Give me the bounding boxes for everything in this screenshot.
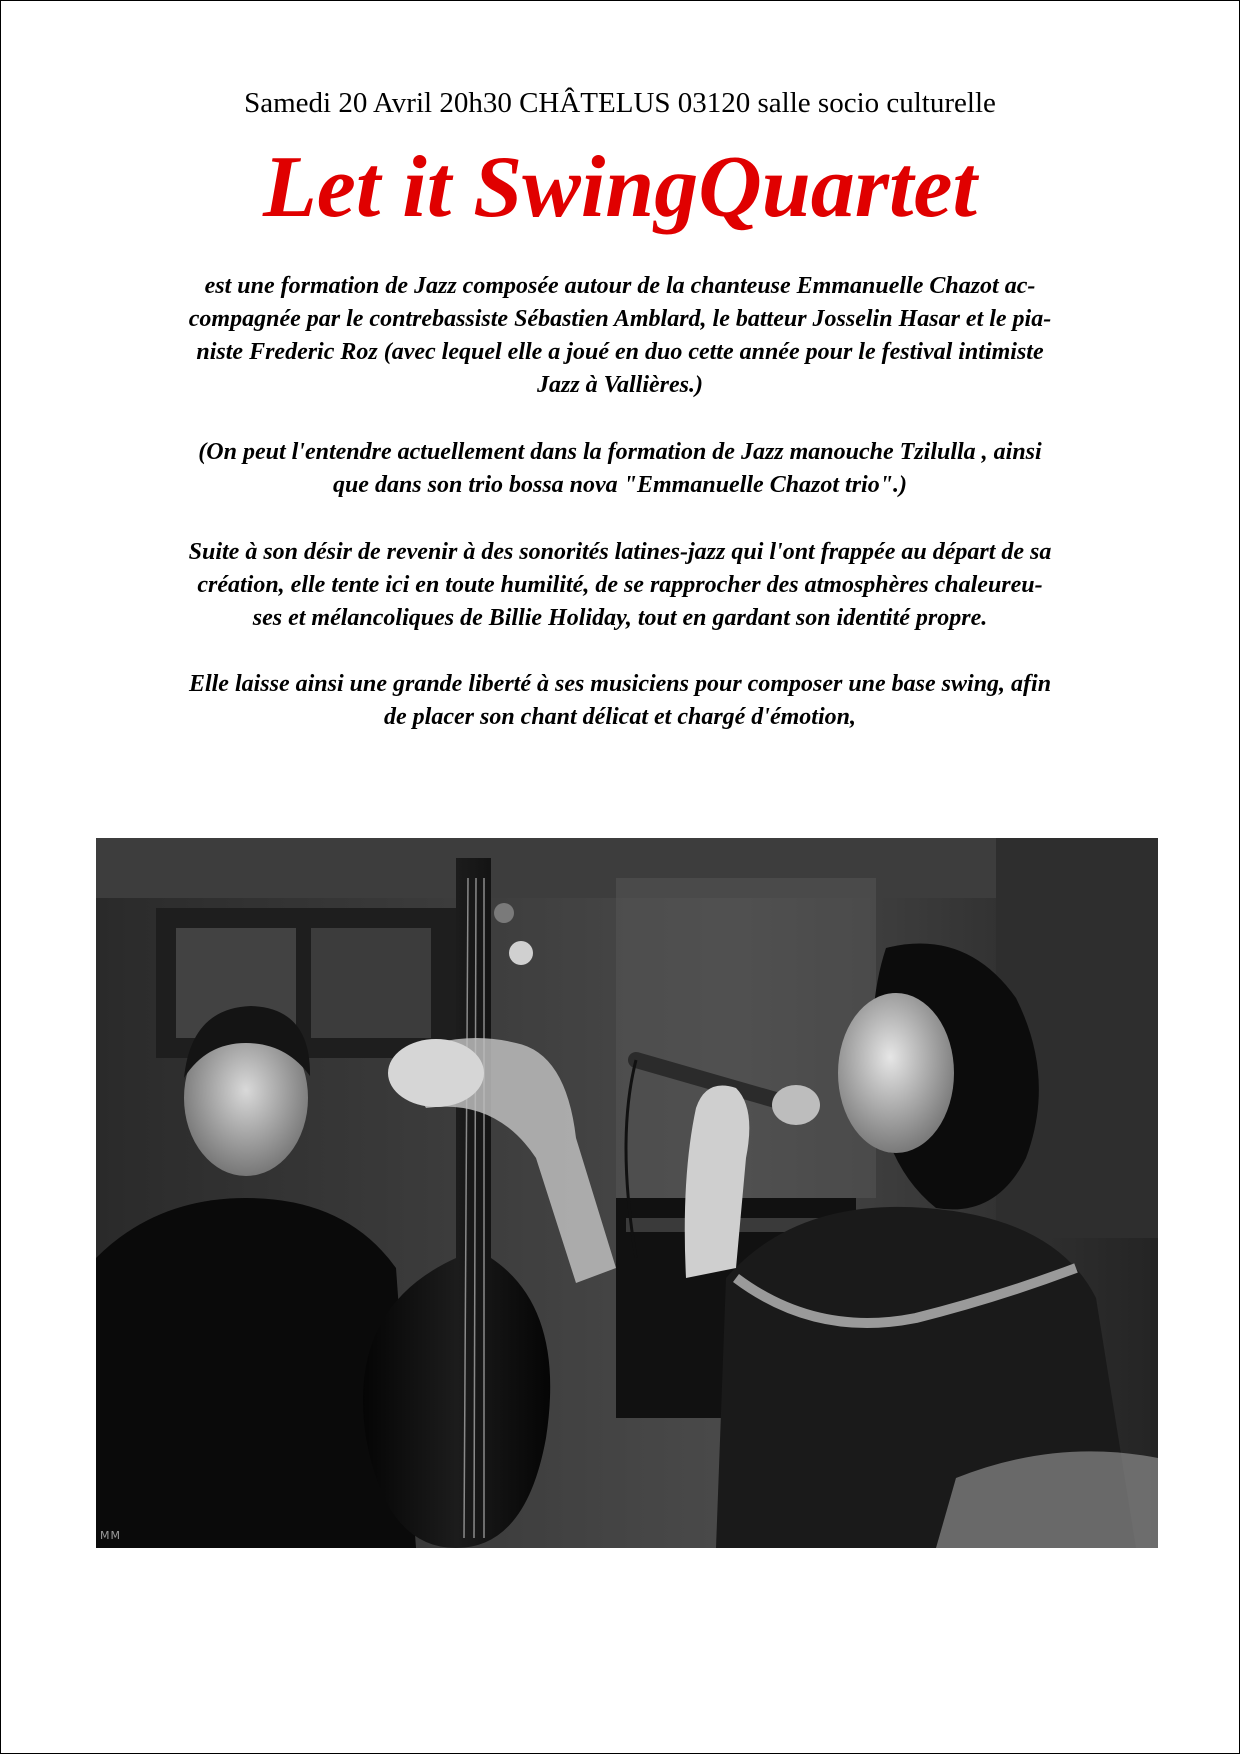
paragraph-line: niste Frederic Roz (avec lequel elle a joué en duo cette année pour le festival intimiste: [196, 339, 1044, 365]
band-title: Let it SwingQuartet: [263, 139, 977, 236]
paragraph-inspiration: [90, 536, 1150, 635]
paragraph-line: de placer son chant délicat et chargé d'émotion,: [384, 704, 856, 730]
paragraph-line: Suite à son désir de revenir à des sonorités latines-jazz qui l'ont frappée au départ de sa: [188, 539, 1052, 565]
bassist-hand: [388, 1039, 484, 1107]
photo-credit: MM: [100, 1529, 121, 1542]
paragraph-other-projects: [90, 436, 1150, 502]
paragraph-musicians: [90, 668, 1150, 734]
bass-tuning-peg: [494, 903, 514, 923]
paragraph-line: (On peut l'entendre actuellement dans la formation de Jazz manouche Tzilulla , ainsi: [198, 439, 1042, 465]
paragraph-line: création, elle tente ici en toute humilité, de se rapprocher des atmosphères chaleureu-: [197, 572, 1043, 598]
paragraph-line: ses et mélancoliques de Billie Holiday, tout en gardant son identité propre.: [252, 605, 988, 631]
window-pane: [311, 928, 431, 1038]
band-photo-illustration: [96, 838, 1158, 1548]
paragraph-line: Jazz à Vallières.): [536, 372, 703, 398]
paragraph-line: compagnée par le contrebassiste Sébastien Amblard, le batteur Josselin Hasar et le pia-: [188, 306, 1052, 332]
paragraph-line: que dans son trio bossa nova "Emmanuelle Chazot trio".): [332, 472, 908, 498]
band-photo: [96, 838, 1158, 1548]
singer-face: [838, 993, 954, 1153]
paragraph-line: est une formation de Jazz composée autour de la chanteuse Emmanuelle Chazot ac-: [204, 273, 1036, 299]
paragraph-line: Elle laisse ainsi une grande liberté à ses musiciens pour composer une base swing, afin: [188, 671, 1052, 697]
bass-tuning-peg: [509, 941, 533, 965]
paragraph-intro: [90, 270, 1150, 402]
microphone-head: [772, 1085, 820, 1125]
event-date-venue: Samedi 20 Avril 20h30 CHÂTELUS 03120 salle socio culturelle: [244, 87, 996, 119]
